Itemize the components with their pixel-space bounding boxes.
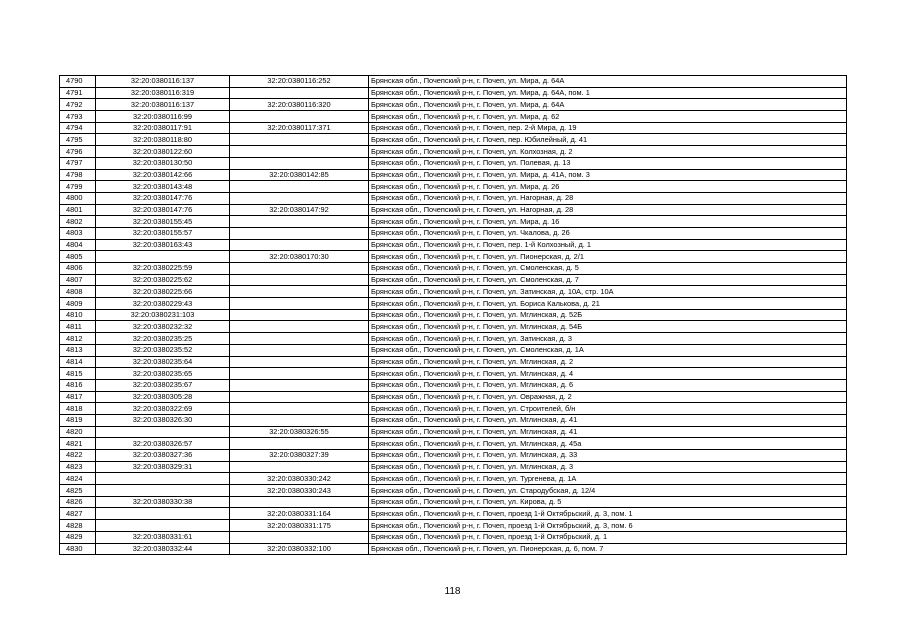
address-cell: Брянская обл., Почепский р-н, г. Почеп, пер. Юбилейный, д. 41: [369, 134, 847, 146]
table-row: [60, 122, 847, 134]
row-number-cell: 4830: [60, 543, 96, 555]
cadastral-number-land-cell: 32:20:0380326:30: [96, 414, 230, 426]
table-row: [60, 239, 847, 251]
row-number-cell: 4807: [60, 274, 96, 286]
row-number-cell: 4821: [60, 438, 96, 450]
table-row: [60, 391, 847, 403]
cadastral-number-land-cell: 32:20:0380118:80: [96, 134, 230, 146]
cadastral-number-building-cell: 32:20:0380117:371: [230, 122, 369, 134]
table-row: [60, 368, 847, 380]
address-cell: Брянская обл., Почепский р-н, г. Почеп, ул. Пионерская, д. 2/1: [369, 251, 847, 263]
cadastral-number-building-cell: 32:20:0380147:92: [230, 204, 369, 216]
address-cell: Брянская обл., Почепский р-н, г. Почеп, ул. Колхозная, д. 2: [369, 146, 847, 158]
address-cell: Брянская обл., Почепский р-н, г. Почеп, ул. Мглинская, д. 52Б: [369, 309, 847, 321]
address-cell: Брянская обл., Почепский р-н, г. Почеп, пер. 1-й Колхозный, д. 1: [369, 239, 847, 251]
cadastral-number-land-cell: 32:20:0380229:43: [96, 298, 230, 310]
row-number-cell: 4811: [60, 321, 96, 333]
address-cell: Брянская обл., Почепский р-н, г. Почеп, ул. Нагорная, д. 28: [369, 192, 847, 204]
row-number-cell: 4797: [60, 157, 96, 169]
table-row: [60, 426, 847, 438]
cadastral-number-building-cell: [230, 87, 369, 99]
row-number-cell: 4823: [60, 461, 96, 473]
table-row: [60, 531, 847, 543]
cadastral-number-land-cell: 32:20:0380116:137: [96, 99, 230, 111]
address-cell: Брянская обл., Почепский р-н, г. Почеп, ул. Мглинская, д. 41: [369, 414, 847, 426]
cadastral-number-building-cell: [230, 192, 369, 204]
cadastral-number-land-cell: 32:20:0380143:48: [96, 181, 230, 193]
table-row: [60, 251, 847, 263]
cadastral-number-building-cell: [230, 379, 369, 391]
cadastral-number-building-cell: 32:20:0380331:175: [230, 520, 369, 532]
cadastral-number-building-cell: 32:20:0380142:85: [230, 169, 369, 181]
row-number-cell: 4816: [60, 379, 96, 391]
address-cell: Брянская обл., Почепский р-н, г. Почеп, ул. Мглинская, д. 45а: [369, 438, 847, 450]
table-row: [60, 438, 847, 450]
cadastral-number-building-cell: [230, 286, 369, 298]
address-cell: Брянская обл., Почепский р-н, г. Почеп, пер. 2-й Мира, д. 19: [369, 122, 847, 134]
cadastral-number-land-cell: 32:20:0380326:57: [96, 438, 230, 450]
cadastral-number-building-cell: [230, 368, 369, 380]
address-cell: Брянская обл., Почепский р-н, г. Почеп, ул. Овражная, д. 2: [369, 391, 847, 403]
row-number-cell: 4793: [60, 111, 96, 123]
cadastral-number-building-cell: [230, 181, 369, 193]
cadastral-number-land-cell: [96, 426, 230, 438]
cadastral-number-building-cell: [230, 414, 369, 426]
address-cell: Брянская обл., Почепский р-н, г. Почеп, ул. Смоленская, д. 5: [369, 263, 847, 275]
cadastral-number-building-cell: [230, 263, 369, 275]
row-number-cell: 4809: [60, 298, 96, 310]
cadastral-number-building-cell: [230, 239, 369, 251]
table-row: [60, 450, 847, 462]
table-row: [60, 344, 847, 356]
cadastral-number-land-cell: 32:20:0380329:31: [96, 461, 230, 473]
cadastral-number-land-cell: 32:20:0380130:50: [96, 157, 230, 169]
row-number-cell: 4798: [60, 169, 96, 181]
cadastral-number-building-cell: [230, 321, 369, 333]
table-row: [60, 309, 847, 321]
cadastral-number-land-cell: [96, 508, 230, 520]
table-row: [60, 99, 847, 111]
table-row: [60, 461, 847, 473]
table-row: [60, 181, 847, 193]
address-cell: Брянская обл., Почепский р-н, г. Почеп, ул. Мглинская, д. 54Б: [369, 321, 847, 333]
row-number-cell: 4818: [60, 403, 96, 415]
cadastral-number-land-cell: 32:20:0380225:66: [96, 286, 230, 298]
cadastral-number-building-cell: [230, 111, 369, 123]
table-row: [60, 169, 847, 181]
cadastral-number-land-cell: 32:20:0380235:65: [96, 368, 230, 380]
cadastral-number-land-cell: 32:20:0380225:59: [96, 263, 230, 275]
table-row: [60, 333, 847, 345]
address-cell: Брянская обл., Почепский р-н, г. Почеп, ул. Мира, д. 64А: [369, 76, 847, 88]
cadastral-number-building-cell: [230, 461, 369, 473]
table-row: [60, 87, 847, 99]
row-number-cell: 4826: [60, 496, 96, 508]
table-row: [60, 274, 847, 286]
row-number-cell: 4795: [60, 134, 96, 146]
cadastral-number-land-cell: 32:20:0380122:60: [96, 146, 230, 158]
address-cell: Брянская обл., Почепский р-н, г. Почеп, ул. Кирова, д. 5: [369, 496, 847, 508]
row-number-cell: 4799: [60, 181, 96, 193]
cadastral-number-building-cell: [230, 344, 369, 356]
cadastral-number-land-cell: 32:20:0380116:319: [96, 87, 230, 99]
row-number-cell: 4794: [60, 122, 96, 134]
address-cell: Брянская обл., Почепский р-н, г. Почеп, ул. Смоленская, д. 1А: [369, 344, 847, 356]
cadastral-number-land-cell: 32:20:0380225:62: [96, 274, 230, 286]
row-number-cell: 4790: [60, 76, 96, 88]
address-cell: Брянская обл., Почепский р-н, г. Почеп, ул. Мира, д. 64А: [369, 99, 847, 111]
table-row: [60, 286, 847, 298]
table-row: [60, 192, 847, 204]
cadastral-number-building-cell: [230, 216, 369, 228]
address-cell: Брянская обл., Почепский р-н, г. Почеп, ул. Полевая, д. 13: [369, 157, 847, 169]
cadastral-number-building-cell: 32:20:0380330:242: [230, 473, 369, 485]
row-number-cell: 4825: [60, 485, 96, 497]
row-number-cell: 4827: [60, 508, 96, 520]
cadastral-number-land-cell: 32:20:0380155:45: [96, 216, 230, 228]
table-row: [60, 146, 847, 158]
table-row: [60, 216, 847, 228]
cadastral-number-land-cell: [96, 520, 230, 532]
cadastral-number-building-cell: [230, 274, 369, 286]
table-row: [60, 76, 847, 88]
cadastral-number-building-cell: 32:20:0380331:164: [230, 508, 369, 520]
row-number-cell: 4796: [60, 146, 96, 158]
cadastral-number-building-cell: [230, 134, 369, 146]
address-cell: Брянская обл., Почепский р-н, г. Почеп, ул. Мглинская, д. 6: [369, 379, 847, 391]
row-number-cell: 4817: [60, 391, 96, 403]
address-cell: Брянская обл., Почепский р-н, г. Почеп, ул. Мглинская, д. 2: [369, 356, 847, 368]
row-number-cell: 4805: [60, 251, 96, 263]
cadastral-number-land-cell: 32:20:0380116:99: [96, 111, 230, 123]
cadastral-number-land-cell: 32:20:0380232:32: [96, 321, 230, 333]
cadastral-number-building-cell: [230, 438, 369, 450]
cadastral-number-land-cell: 32:20:0380142:66: [96, 169, 230, 181]
table-row: [60, 508, 847, 520]
address-cell: Брянская обл., Почепский р-н, г. Почеп, ул. Тургенева, д. 1А: [369, 473, 847, 485]
cadastral-number-building-cell: 32:20:0380170:30: [230, 251, 369, 263]
table-row: [60, 543, 847, 555]
address-cell: Брянская обл., Почепский р-н, г. Почеп, ул. Пионерская, д. 6, пом. 7: [369, 543, 847, 555]
table-row: [60, 227, 847, 239]
cadastral-number-building-cell: [230, 531, 369, 543]
table-row: [60, 356, 847, 368]
address-cell: Брянская обл., Почепский р-н, г. Почеп, ул. Строителей, б/н: [369, 403, 847, 415]
row-number-cell: 4824: [60, 473, 96, 485]
row-number-cell: 4810: [60, 309, 96, 321]
row-number-cell: 4819: [60, 414, 96, 426]
row-number-cell: 4800: [60, 192, 96, 204]
cadastral-number-land-cell: 32:20:0380147:76: [96, 204, 230, 216]
cadastral-number-land-cell: 32:20:0380322:69: [96, 403, 230, 415]
row-number-cell: 4806: [60, 263, 96, 275]
row-number-cell: 4812: [60, 333, 96, 345]
table-row: [60, 134, 847, 146]
row-number-cell: 4822: [60, 450, 96, 462]
cadastral-number-land-cell: 32:20:0380235:67: [96, 379, 230, 391]
row-number-cell: 4804: [60, 239, 96, 251]
row-number-cell: 4815: [60, 368, 96, 380]
address-cell: Брянская обл., Почепский р-н, г. Почеп, ул. Стародубская, д. 12/4: [369, 485, 847, 497]
address-cell: Брянская обл., Почепский р-н, г. Почеп, ул. Мглинская, д. 3: [369, 461, 847, 473]
registry-table-body: [60, 76, 847, 555]
cadastral-number-land-cell: 32:20:0380231:103: [96, 309, 230, 321]
address-cell: Брянская обл., Почепский р-н, г. Почеп, ул. Мира, д. 41А, пом. 3: [369, 169, 847, 181]
address-cell: Брянская обл., Почепский р-н, г. Почеп, проезд 1-й Октябрьский, д. 1: [369, 531, 847, 543]
table-row: [60, 520, 847, 532]
cadastral-number-land-cell: 32:20:0380235:25: [96, 333, 230, 345]
cadastral-number-building-cell: [230, 333, 369, 345]
address-cell: Брянская обл., Почепский р-н, г. Почеп, ул. Мглинская, д. 41: [369, 426, 847, 438]
row-number-cell: 4829: [60, 531, 96, 543]
cadastral-number-land-cell: 32:20:0380116:137: [96, 76, 230, 88]
cadastral-number-land-cell: 32:20:0380147:76: [96, 192, 230, 204]
table-row: [60, 157, 847, 169]
row-number-cell: 4801: [60, 204, 96, 216]
row-number-cell: 4792: [60, 99, 96, 111]
cadastral-number-building-cell: [230, 146, 369, 158]
row-number-cell: 4820: [60, 426, 96, 438]
table-row: [60, 321, 847, 333]
cadastral-number-building-cell: 32:20:0380326:55: [230, 426, 369, 438]
table-row: [60, 485, 847, 497]
table-row: [60, 263, 847, 275]
table-row: [60, 496, 847, 508]
cadastral-number-building-cell: 32:20:0380332:100: [230, 543, 369, 555]
address-cell: Брянская обл., Почепский р-н, г. Почеп, ул. Чкалова, д. 26: [369, 227, 847, 239]
cadastral-number-building-cell: [230, 496, 369, 508]
cadastral-number-building-cell: 32:20:0380330:243: [230, 485, 369, 497]
table-row: [60, 473, 847, 485]
row-number-cell: 4828: [60, 520, 96, 532]
cadastral-number-land-cell: 32:20:0380235:52: [96, 344, 230, 356]
cadastral-number-building-cell: 32:20:0380116:252: [230, 76, 369, 88]
cadastral-number-building-cell: [230, 227, 369, 239]
row-number-cell: 4813: [60, 344, 96, 356]
row-number-cell: 4803: [60, 227, 96, 239]
cadastral-number-land-cell: 32:20:0380331:61: [96, 531, 230, 543]
row-number-cell: 4808: [60, 286, 96, 298]
address-cell: Брянская обл., Почепский р-н, г. Почеп, ул. Мира, д. 26: [369, 181, 847, 193]
cadastral-number-building-cell: [230, 298, 369, 310]
address-cell: Брянская обл., Почепский р-н, г. Почеп, ул. Нагорная, д. 28: [369, 204, 847, 216]
cadastral-number-land-cell: 32:20:0380332:44: [96, 543, 230, 555]
table-row: [60, 379, 847, 391]
row-number-cell: 4814: [60, 356, 96, 368]
cadastral-number-building-cell: 32:20:0380327:39: [230, 450, 369, 462]
cadastral-number-building-cell: [230, 391, 369, 403]
cadastral-number-land-cell: 32:20:0380155:57: [96, 227, 230, 239]
address-cell: Брянская обл., Почепский р-н, г. Почеп, ул. Мира, д. 62: [369, 111, 847, 123]
cadastral-number-building-cell: [230, 309, 369, 321]
cadastral-number-land-cell: 32:20:0380305:28: [96, 391, 230, 403]
registry-table: [59, 75, 847, 555]
cadastral-number-land-cell: 32:20:0380163:43: [96, 239, 230, 251]
cadastral-number-land-cell: 32:20:0380117:91: [96, 122, 230, 134]
cadastral-number-land-cell: 32:20:0380235:64: [96, 356, 230, 368]
cadastral-number-building-cell: [230, 403, 369, 415]
cadastral-number-building-cell: [230, 157, 369, 169]
address-cell: Брянская обл., Почепский р-н, г. Почеп, ул. Затинская, д. 10А, стр. 10А: [369, 286, 847, 298]
cadastral-number-land-cell: [96, 251, 230, 263]
row-number-cell: 4791: [60, 87, 96, 99]
cadastral-number-land-cell: 32:20:0380327:36: [96, 450, 230, 462]
address-cell: Брянская обл., Почепский р-н, г. Почеп, ул. Затинская, д. 3: [369, 333, 847, 345]
table-row: [60, 204, 847, 216]
address-cell: Брянская обл., Почепский р-н, г. Почеп, ул. Мира, д. 64А, пом. 1: [369, 87, 847, 99]
address-cell: Брянская обл., Почепский р-н, г. Почеп, ул. Мглинская, д. 33: [369, 450, 847, 462]
address-cell: Брянская обл., Почепский р-н, г. Почеп, ул. Мира, д. 16: [369, 216, 847, 228]
address-cell: Брянская обл., Почепский р-н, г. Почеп, ул. Бориса Калькова, д. 21: [369, 298, 847, 310]
table-row: [60, 298, 847, 310]
cadastral-number-land-cell: [96, 485, 230, 497]
cadastral-number-building-cell: [230, 356, 369, 368]
address-cell: Брянская обл., Почепский р-н, г. Почеп, проезд 1-й Октябрьский, д. 3, пом. 6: [369, 520, 847, 532]
row-number-cell: 4802: [60, 216, 96, 228]
page-number: 118: [444, 586, 461, 597]
address-cell: Брянская обл., Почепский р-н, г. Почеп, ул. Мглинская, д. 4: [369, 368, 847, 380]
table-row: [60, 414, 847, 426]
address-cell: Брянская обл., Почепский р-н, г. Почеп, проезд 1-й Октябрьский, д. 3, пом. 1: [369, 508, 847, 520]
address-cell: Брянская обл., Почепский р-н, г. Почеп, ул. Смоленская, д. 7: [369, 274, 847, 286]
cadastral-number-land-cell: [96, 473, 230, 485]
table-row: [60, 111, 847, 123]
cadastral-number-land-cell: 32:20:0380330:38: [96, 496, 230, 508]
cadastral-number-building-cell: 32:20:0380116:320: [230, 99, 369, 111]
table-row: [60, 403, 847, 415]
